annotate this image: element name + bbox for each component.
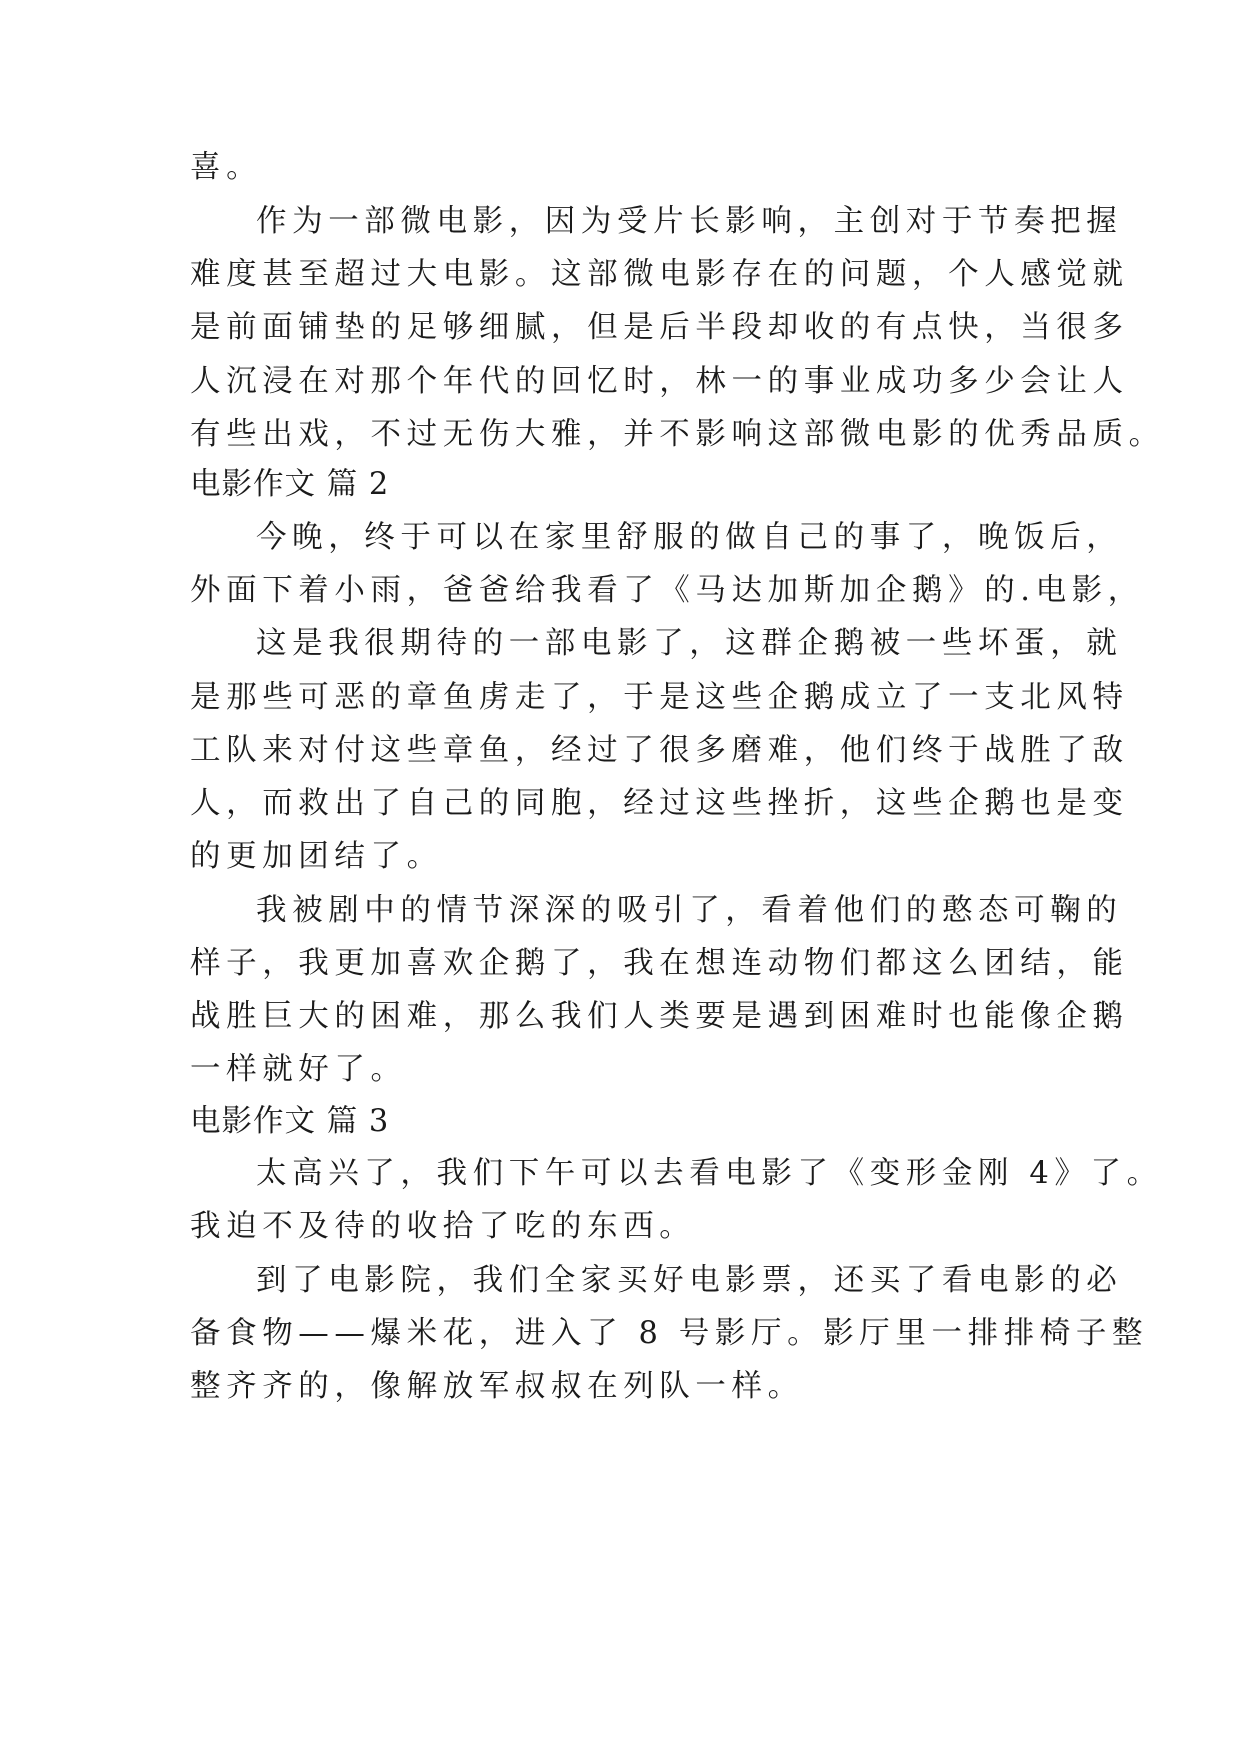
paragraph-line: 太高兴了，我们下午可以去看电影了《变形金刚 4》了。 [256,1156,1163,1191]
paragraph-line: 工队来对付这些章鱼，经过了很多磨难，他们终于战胜了敌 [190,733,1129,768]
section-heading: 电影作文 篇 3 [190,1104,390,1139]
paragraph-line: 的更加团结了。 [190,839,443,874]
paragraph-line: 战胜巨大的困难，那么我们人类要是遇到困难时也能像企鹅 [190,999,1129,1034]
paragraph-line: 到了电影院，我们全家买好电影票，还买了看电影的必 [256,1263,1123,1298]
paragraph-line: 我迫不及待的收拾了吃的东西。 [190,1209,696,1244]
paragraph-line: 我被剧中的情节深深的吸引了，看着他们的憨态可鞠的 [256,893,1123,928]
paragraph-line: 样子，我更加喜欢企鹅了，我在想连动物们都这么团结，能 [190,946,1129,981]
paragraph-line: 人，而救出了自己的同胞，经过这些挫折，这些企鹅也是变 [190,786,1129,821]
paragraph-line: 喜。 [190,150,263,185]
section-heading: 电影作文 篇 2 [190,467,390,502]
paragraph-line: 今晚，终于可以在家里舒服的做自己的事了，晚饭后， [256,520,1123,555]
paragraph-line: 有些出戏，不过无伤大雅，并不影响这部微电影的优秀品质。 [190,417,1165,452]
paragraph-line: 备食物——爆米花，进入了 8 号影厅。影厅里一排排椅子整 [190,1316,1149,1351]
paragraph-line: 人沉浸在对那个年代的回忆时，林一的事业成功多少会让人 [190,364,1129,399]
paragraph-line: 这是我很期待的一部电影了，这群企鹅被一些坏蛋，就 [256,626,1123,661]
paragraph-line: 作为一部微电影，因为受片长影响，主创对于节奏把握 [256,204,1123,239]
paragraph-line: 整齐齐的，像解放军叔叔在列队一样。 [190,1369,804,1404]
paragraph-line: 外面下着小雨，爸爸给我看了《马达加斯加企鹅》的.电影， [190,573,1144,608]
paragraph-line: 一样就好了。 [190,1052,407,1087]
paragraph-line: 是那些可恶的章鱼虏走了，于是这些企鹅成立了一支北风特 [190,680,1129,715]
paragraph-line: 是前面铺垫的足够细腻，但是后半段却收的有点快，当很多 [190,310,1129,345]
paragraph-line: 难度甚至超过大电影。这部微电影存在的问题，个人感觉就 [190,257,1129,292]
